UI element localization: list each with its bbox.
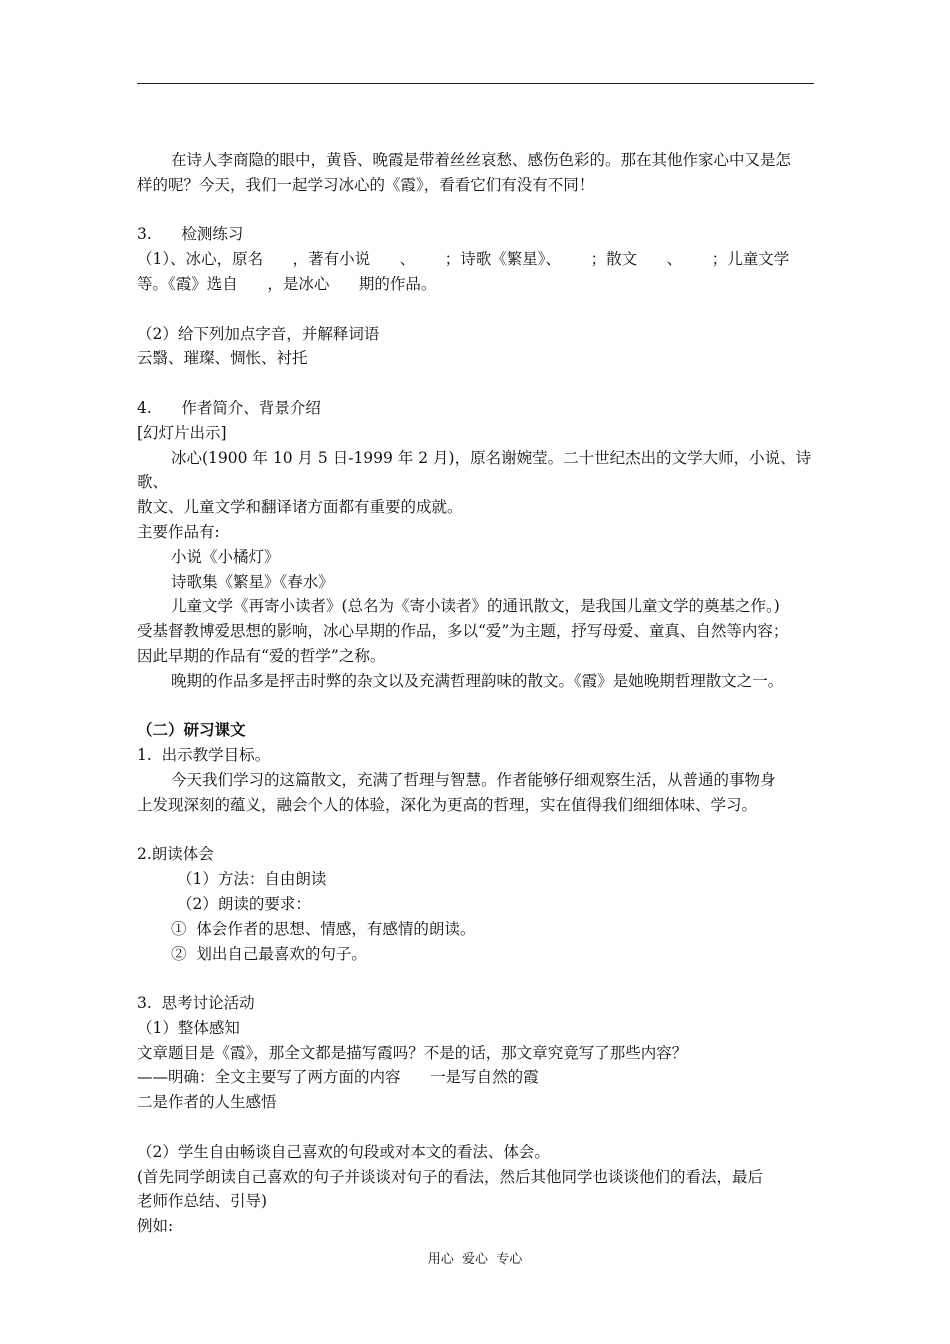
section-3-heading: 3. 检测练习: [137, 225, 244, 244]
example-label: 例如:: [137, 1217, 174, 1236]
goal-line-2: 上发现深刻的蕴义，融会个人的体验，深化为更高的哲理，实在值得我们细细体味、学习。: [137, 795, 758, 814]
bio-line-2: 散文、儿童文学和翻译诸方面都有重要的成就。: [137, 498, 463, 517]
works-heading: 主要作品有:: [137, 522, 220, 541]
answer-line-2: 二是作者的人生感悟: [137, 1093, 277, 1112]
late-works: 晚期的作品多是抨击时弊的杂文以及充满哲理韵味的散文。《霞》是她晚期哲理散文之一。: [171, 671, 784, 690]
early-works-line-1: 受基督教博爱思想的影响，冰心早期的作品，多以“爱”为主题，抒写母爱、童真、自然等内容；: [137, 622, 789, 641]
overall-perception: （1）整体感知: [137, 1018, 240, 1037]
works-children: 儿童文学《再寄小读者》(总名为《寄小读者》的通讯散文，是我国儿童文学的奠基之作。): [171, 597, 780, 616]
discussion-note-1: (首先同学朗读自己喜欢的句子并谈谈对句子的看法，然后其他同学也谈谈他们的看法，最后: [137, 1167, 764, 1186]
reading-requirements: （2）朗读的要求：: [177, 894, 311, 913]
header-rule: [137, 83, 814, 84]
exercise-2-heading: （2）给下列加点字音，并解释词语: [137, 324, 380, 343]
goal-line-1: 今天我们学习的这篇散文，充满了哲理与智慧。作者能够仔细观察生活，从普通的事物身: [171, 770, 776, 789]
discussion-heading: （2）学生自由畅谈自己喜欢的句段或对本文的看法、体会。: [137, 1142, 550, 1161]
section-4-heading: 4. 作者简介、背景介绍: [137, 398, 321, 417]
step-3-heading: 3. 思考讨论活动: [137, 994, 255, 1013]
works-poetry: 诗歌集《繁星》《春水》: [171, 572, 334, 591]
answer-line-1: ——明确：全文主要写了两方面的内容 一是写自然的霞: [137, 1068, 539, 1087]
exercise-2-words: 云翳、璀璨、惆怅、衬托: [137, 349, 308, 368]
requirement-1: ① 体会作者的思想、情感，有感情的朗读。: [171, 919, 476, 938]
bio-line-1: 冰心(1900 年 10 月 5 日-1999 年 2 月)，原名谢婉莹。二十世纪杰出的文学大师，小说、诗歌、: [137, 448, 812, 492]
intro-line-1: 在诗人李商隐的眼中，黄昏、晚霞是带着丝丝哀愁、感伤色彩的。那在其他作家心中又是怎: [171, 151, 792, 169]
page-footer: 用心 爱心 专心: [427, 1252, 523, 1267]
exercise-1-line-2: 等。《霞》选自 ，是冰心 期的作品。: [137, 274, 437, 293]
question: 文章题目是《霞》，那全文都是描写霞吗？不是的话，那文章究竟写了那些内容？: [137, 1043, 688, 1062]
exercise-1-line-1: （1）、冰心，原名 ，著有小说 、 ；诗歌《繁星》、 ；散文 、 ；儿童文学: [137, 250, 790, 269]
page-body: [137, 148, 817, 1239]
discussion-note-2: 老师作总结、引导): [137, 1192, 268, 1211]
intro-line-2: 样的呢？今天，我们一起学习冰心的《霞》，看看它们有没有不同！: [137, 175, 595, 194]
step-1-heading: 1. 出示教学目标。: [137, 746, 271, 765]
requirement-2: ② 划出自己最喜欢的句子。: [171, 944, 367, 963]
step-2-heading: 2.朗读体会: [137, 845, 214, 864]
early-works-line-2: 因此早期的作品有“爱的哲学”之称。: [137, 646, 386, 665]
part-2-heading: （二）研习课文: [137, 720, 246, 740]
slide-note: [幻灯片出示]: [137, 423, 227, 442]
reading-method: （1）方法：自由朗读: [177, 870, 327, 889]
works-novel: 小说《小橘灯》: [171, 547, 280, 566]
